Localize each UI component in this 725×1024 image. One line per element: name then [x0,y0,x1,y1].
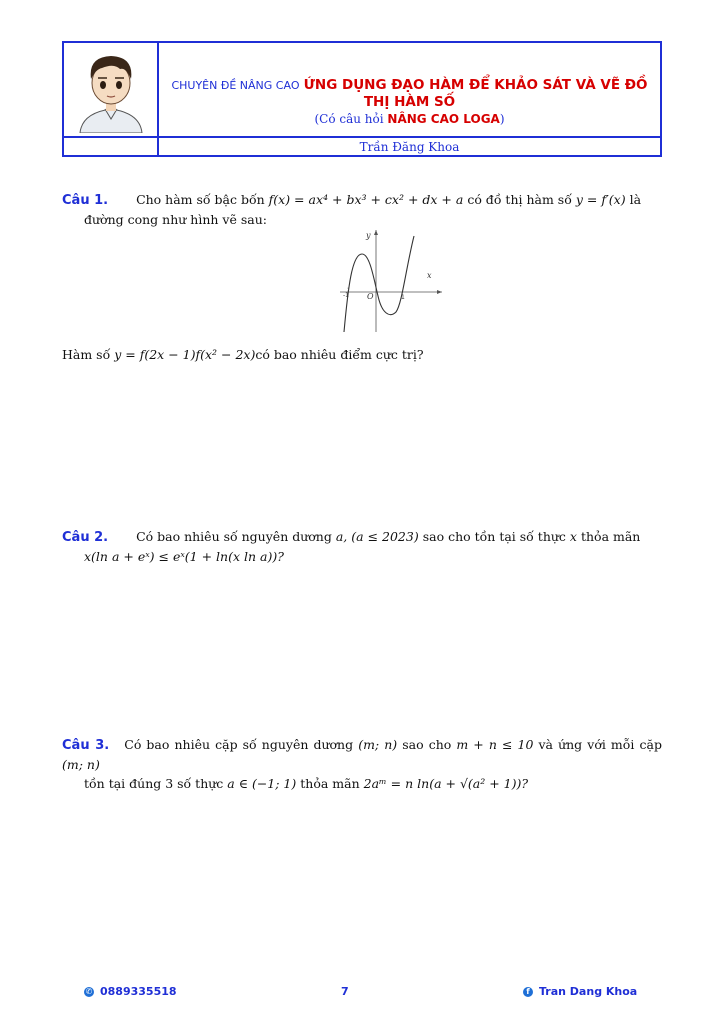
question-3-label: Câu 3. [62,738,110,753]
question-2-text-c: thỏa mãn [580,529,641,544]
question-1 [62,190,662,229]
header-subtitle [159,111,660,127]
question-2-var-x: x [569,529,577,544]
origin-label: O [367,292,374,301]
derivative-graph [338,228,444,334]
question-3-text-c: và ứng với mỗi cặp [538,737,662,752]
header-author: Trần Đăng Khoa [359,140,460,154]
header-prefix: CHUYÊN ĐỀ NÂNG CAO [171,79,300,92]
header-title-main: ỨNG DỤNG ĐẠO HÀM ĐỂ KHẢO SÁT VÀ VẼ ĐỒ THỊ HÀM SỐ [303,77,648,110]
question-3 [62,735,662,793]
page-footer [0,985,725,1003]
question-1-text-b: có đồ thị hàm số [467,192,572,207]
question-1-ask-a: Hàm số [62,347,111,362]
question-2-cond: (a ≤ 2023) [351,529,419,544]
tick-label-pos: 1 [401,294,405,301]
footer-phone-text: 0889335518 [100,985,177,998]
derivative-curve [344,236,414,332]
question-1-formula-b: y = f′(x) [575,192,626,207]
header-subtitle-open: (Có câu hỏi [314,112,384,126]
question-1-text-d: đường cong như hình vẽ sau: [84,212,267,227]
question-1-text-a: Cho hàm số bậc bốn [136,192,265,207]
footer-name[interactable] [523,985,637,998]
footer-name-text: Tran Dang Khoa [539,985,638,998]
question-2-formula: x(ln a + eˣ) ≤ eˣ(1 + ln(x ln a))? [84,549,284,564]
question-3-range: a ∈ (−1; 1) [227,776,297,791]
tick-label-neg: -1 [343,292,349,299]
footer-page-number: 7 [341,985,349,998]
header-subtitle-close: ) [499,112,505,126]
header-table [62,41,662,157]
question-3-text-a: Có bao nhiêu cặp số nguyên dương [124,737,354,752]
question-1-formula-a: f(x) = ax⁴ + bx³ + cx² + dx + a [268,192,464,207]
x-axis-arrow-icon [437,290,442,294]
question-1-ask-b: có bao nhiêu điểm cực trị? [255,347,424,362]
question-2-label: Câu 2. [62,530,109,545]
author-avatar [72,47,150,133]
question-3-text-e: thỏa mãn [300,776,360,791]
question-3-text-d: tồn tại đúng 3 số thực [84,776,224,791]
question-3-formula: 2aᵐ = n ln(a + √(a² + 1))? [363,776,529,791]
question-1-label: Câu 1. [62,193,109,208]
question-1-ask-formula: y = f(2x − 1)f(x² − 2x) [114,347,256,362]
y-axis-arrow-icon [374,230,378,235]
x-axis-label: x [427,271,432,280]
question-2-text-a: Có bao nhiêu số nguyên dương [136,529,332,544]
facebook-icon: f [523,987,533,997]
question-1-text-c: là [629,192,642,207]
footer-phone [84,985,177,998]
header-title [159,77,660,111]
question-3-pair: (m; n) [358,737,398,752]
question-3-text-b: sao cho [402,737,452,752]
question-2 [62,527,662,566]
phone-icon: ✆ [85,987,93,996]
header-title-block [159,43,660,136]
question-2-text-b: sao cho tồn tại số thực [422,529,566,544]
question-2-var-a: a, [335,529,348,544]
question-3-cond: m + n ≤ 10 [456,737,534,752]
y-axis-label: y [366,231,371,240]
question-1-ask [62,345,662,364]
question-3-pair2: (m; n) [62,757,100,772]
header-subtitle-bold: NÂNG CAO LOGA [387,112,500,126]
